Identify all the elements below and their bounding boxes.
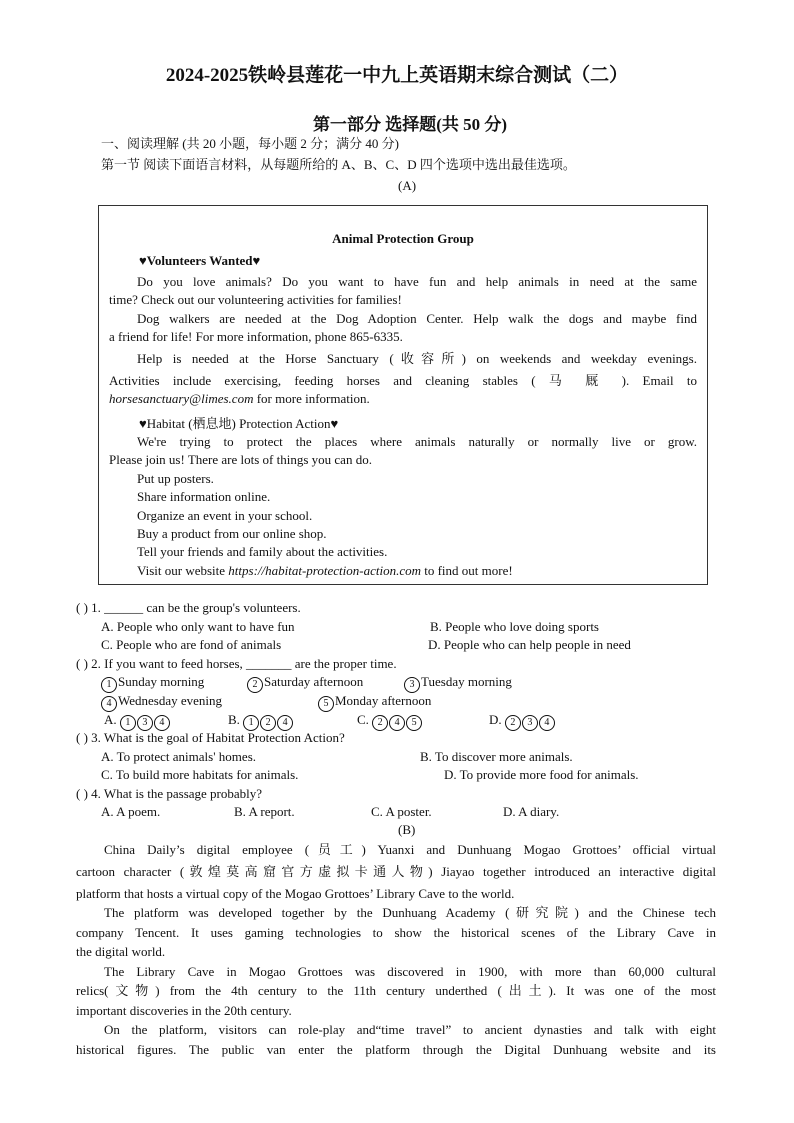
exam-title: 2024-2025铁岭县莲花一中九上英语期末综合测试（二）	[165, 65, 629, 86]
passage-b	[76, 840, 716, 1059]
circled-number: 4	[277, 715, 293, 731]
list-item: Share information online.	[137, 489, 271, 504]
circled-number: 4	[389, 715, 405, 731]
q1-stem: ( ) 1. ______ can be the group's volunteers.	[76, 600, 301, 615]
q2-choice-1	[101, 673, 204, 693]
p1-line1: Do you love animals? Do you want to have fun and help animals in need at the same	[137, 274, 697, 289]
q2-choice-text: Sunday morning	[118, 674, 205, 689]
q2-choice-4	[101, 692, 222, 712]
section-heading: 一、阅读理解 (共 20 小题，每小题 2 分；满分 40 分)	[101, 136, 399, 151]
list-item: Buy a product from our online shop.	[137, 526, 327, 541]
q4-option-a: A. A poem.	[101, 804, 161, 819]
q1-option-d: D. People who can help people in need	[428, 637, 631, 652]
passage-b-line: cartoon character (敦煌莫高窟官方虚拟卡通人物) Jiayao together introduced an interactive digital	[76, 863, 716, 879]
circled-number: 2	[247, 677, 263, 693]
circled-number: 1	[243, 715, 259, 731]
q2-choice-text: Monday afternoon	[335, 693, 432, 708]
q3-option-a: A. To protect animals' homes.	[101, 749, 256, 764]
q2-choice-2	[247, 673, 363, 693]
q3-stem: ( ) 3. What is the goal of Habitat Protection Action?	[76, 730, 345, 745]
p2-line1: Dog walkers are needed at the Dog Adoption Center. Help walk the dogs and maybe find	[137, 311, 697, 326]
q1-option-b: B. People who love doing sports	[430, 619, 599, 634]
passage-a-box	[98, 205, 708, 585]
visit-pre: Visit our website	[137, 563, 229, 578]
p2-line2: a friend for life! For more information, phone 865-6335.	[109, 329, 403, 344]
option-label: D.	[489, 712, 502, 727]
passage-b-line: On the platform, visitors can role-play and“time travel” to ancient dynasties and talk with eight	[104, 1022, 716, 1037]
q2-option-b	[228, 711, 294, 731]
circled-number: 2	[505, 715, 521, 731]
q4-stem: ( ) 4. What is the passage probably?	[76, 786, 263, 801]
q2-option-c	[357, 711, 423, 731]
habitat-heading: ♥Habitat (栖息地) Protection Action♥	[139, 416, 339, 431]
circled-number: 3	[137, 715, 153, 731]
list-item: Organize an event in your school.	[137, 508, 313, 523]
q2-option-a	[104, 711, 171, 731]
passage-b-line: important discoveries in the 20th century.	[76, 1002, 292, 1018]
passage-b-label: (B)	[398, 822, 416, 837]
passage-b-line: historical figures. The public van enter the platform through the Digital Dunhuang website and its	[76, 1041, 716, 1057]
p4-line2: Please join us! There are lots of things you can do.	[109, 452, 372, 467]
part-heading: 第一部分 选择题(共 50 分)	[312, 115, 508, 134]
passage-b-line: relics(文物) from the 4th century to the 11th century underthed (出土). It was one of the most	[76, 983, 716, 998]
q4-option-c: C. A poster.	[371, 804, 432, 819]
visit-line	[137, 563, 513, 579]
passage-b-line: China Daily’s digital employee (员工) Yuanxi and Dunhuang Mogao Grottoes’ official virtual	[104, 842, 716, 857]
q1-option-c: C. People who are fond of animals	[101, 637, 282, 652]
circled-number: 5	[318, 696, 334, 712]
passage-b-line: the digital world.	[76, 944, 166, 959]
q3-option-d: D. To provide more food for animals.	[444, 767, 639, 782]
section-instruction: 第一节 阅读下面语言材料，从每题所给的 A、B、C、D 四个选项中选出最佳选项。	[101, 157, 576, 172]
option-label: C.	[357, 712, 369, 727]
circled-number: 1	[101, 677, 117, 693]
q4-option-d: D. A diary.	[503, 804, 560, 819]
q2-option-d	[489, 711, 556, 731]
q2-choice-text: Tuesday morning	[421, 674, 512, 689]
option-label: A.	[104, 712, 117, 727]
q3-option-b: B. To discover more animals.	[420, 749, 573, 764]
circled-number: 2	[372, 715, 388, 731]
p3-line2: Activities include exercising, feeding horses and cleaning stables ( 马 厩 ). Email to	[109, 373, 697, 388]
q2-choice-3	[404, 673, 512, 693]
list-item: Put up posters.	[137, 471, 214, 486]
circled-number: 3	[404, 677, 420, 693]
p3-line3-rest: for more information.	[253, 391, 370, 406]
q2-stem: ( ) 2. If you want to feed horses, _______ are the proper time.	[76, 656, 397, 671]
circled-number: 4	[154, 715, 170, 731]
visit-post: to find out more!	[420, 563, 513, 578]
q2-choice-text: Saturday afternoon	[264, 674, 364, 689]
sanctuary-email: horsesanctuary@limes.com	[109, 391, 254, 406]
circled-number: 5	[406, 715, 422, 731]
q2-choice-5	[318, 692, 431, 712]
passage-a-title: Animal Protection Group	[332, 231, 474, 246]
passage-b-line: company Tencent. It uses gaming technologies to show the historical scenes of the Library Cave in	[76, 924, 716, 940]
p3-line1: Help is needed at the Horse Sanctuary (收容所) on weekends and weekday evenings.	[137, 351, 697, 366]
circled-number: 4	[539, 715, 555, 731]
circled-number: 2	[260, 715, 276, 731]
passage-b-line: platform that hosts a virtual copy of the Mogao Grottoes’ Library Cave to the world.	[76, 885, 515, 901]
volunteers-heading: ♥Volunteers Wanted♥	[139, 253, 261, 268]
q2-choice-text: Wednesday evening	[118, 693, 222, 708]
q1-option-a: A. People who only want to have fun	[101, 619, 295, 634]
passage-a-label: (A)	[398, 178, 417, 193]
circled-number: 4	[101, 696, 117, 712]
option-label: B.	[228, 712, 240, 727]
q3-option-c: C. To build more habitats for animals.	[101, 767, 299, 782]
q4-option-b: B. A report.	[234, 804, 295, 819]
p4-line1: We're trying to protect the places where animals naturally or normally live or grow.	[137, 434, 697, 449]
website-link: https://habitat-protection-action.com	[228, 563, 421, 578]
circled-number: 1	[120, 715, 136, 731]
list-item: Tell your friends and family about the activities.	[137, 544, 388, 559]
passage-b-line: The Library Cave in Mogao Grottoes was discovered in 1900, with more than 60,000 cultural	[104, 963, 716, 979]
p1-line2: time? Check out our volunteering activities for families!	[109, 292, 402, 307]
circled-number: 3	[522, 715, 538, 731]
p3-line3	[109, 391, 370, 407]
passage-b-line: The platform was developed together by the Dunhuang Academy (研究院) and the Chinese tech	[104, 905, 716, 920]
